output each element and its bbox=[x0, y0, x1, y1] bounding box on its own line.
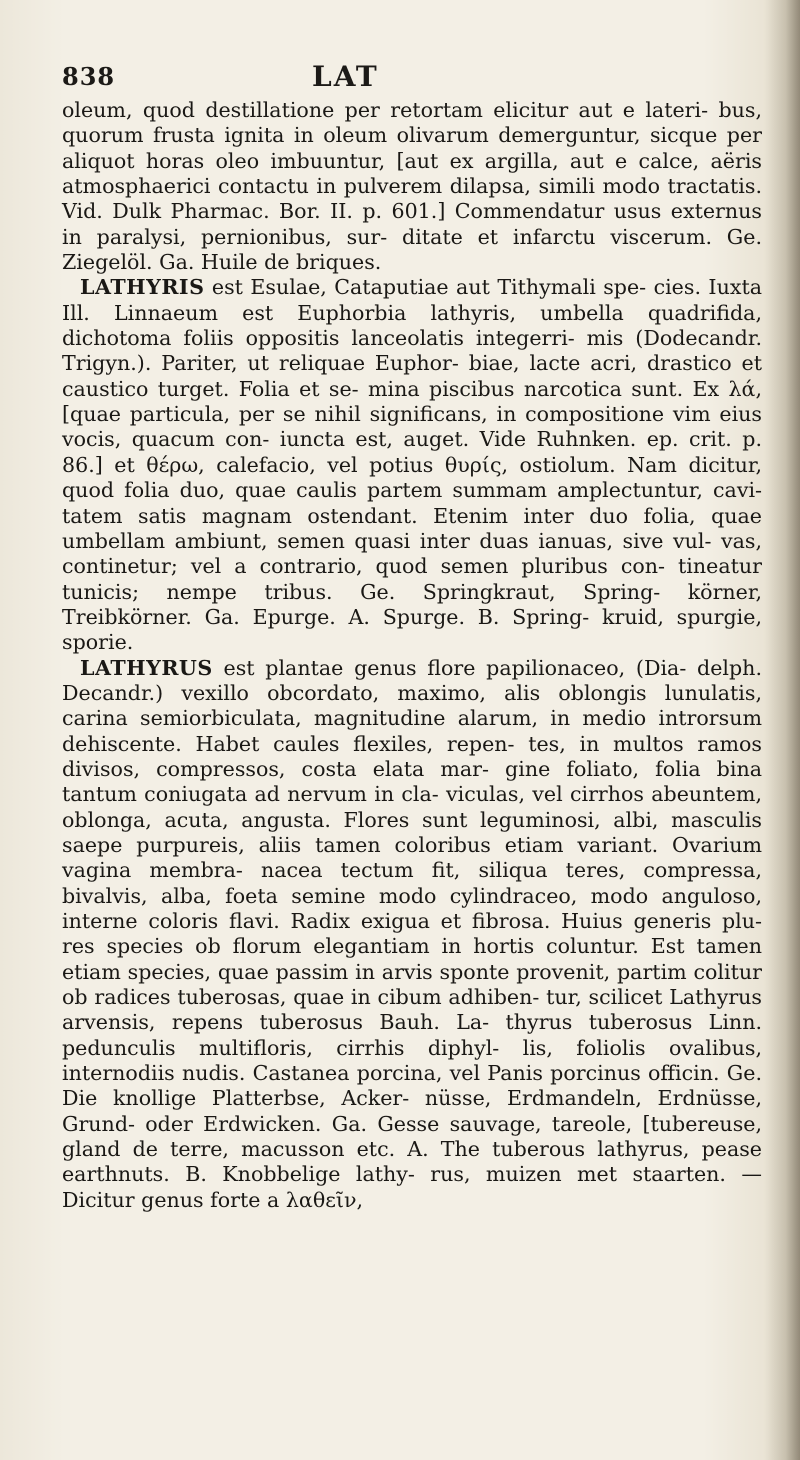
page-edge-shadow bbox=[764, 0, 800, 1460]
entry-lathyris bbox=[62, 275, 762, 655]
entry-text: oleum, quod destillatione per retortam elicitur aut e lateri- bus, quorum frusta ignita in oleum olivarum demerguntur, sicque per aliquot horas oleo imbuuntur, [aut ex argilla, aut e calce, aëris atmosphaerici contactu in pulverem dilapsa, simili modo tractatis. Vid. Dulk Pharmac. Bor. II. p. 601.] Commendatur usus externus in paralysi, pernionibus, sur- ditate et infarctu viscerum. Ge. Ziegelöl. Ga. Huile de briques. bbox=[62, 98, 762, 275]
entry-lathyrus bbox=[62, 656, 762, 1214]
headword: LATHYRIS bbox=[80, 275, 205, 300]
entry-continuation bbox=[62, 98, 762, 275]
page-header bbox=[62, 56, 752, 96]
entry-text: est plantae genus flore papilionaceo, (Dia- delph. Decandr.) vexillo obcordato, maximo, alis oblongis lunulatis, carina semiorbiculata, magnitudine alarum, in medio introrsum dehiscente. Habet caules flexiles, repen- tes, in multos ramos divisos, compressos, costa elata mar- gine foliato, folia bina tantum coniugata ad nervum in cla- viculas, vel cirrhos abeuntem, oblonga, acuta, angusta. Flores sunt leguminosi, albi, masculis saepe purpureis, aliis tamen coloribus etiam variant. Ovarium vagina membra- nacea tectum fit, siliqua teres, compressa, bivalvis, alba, foeta semine modo cylindraceo, modo anguloso, interne coloris flavi. Radix exigua et fibrosa. Huius generis plu- res species ob florum elegantiam in hortis coluntur. Est tamen etiam species, quae passim in arvis sponte provenit, partim colitur ob radices tuberosas, quae in cibum adhiben- tur, scilicet Lathyrus arvensis, repens tuberosus Bauh. La- thyrus tuberosus Linn. pedunculis multifloris, cirrhis diphyl- lis, foliolis ovalibus, internodiis nudis. Castanea porcina, vel Panis porcinus officin. Ge. Die knollige Platterbse, Acker- nüsse, Erdmandeln, Erdnüsse, Grund- oder Erdwicken. Ga. Gesse sauvage, tareole, [tubereuse, gland de terre, macusson etc. A. The tuberous lathyrus, pease earthnuts. B. Knobbelige lathy- rus, muizen met staarten. — Dicitur genus forte a λαθεῖν, bbox=[62, 655, 762, 1212]
dictionary-text bbox=[62, 98, 762, 1213]
running-head: LAT bbox=[312, 60, 379, 93]
page-number: 838 bbox=[62, 62, 116, 91]
headword: LATHYRUS bbox=[80, 655, 213, 680]
entry-text: est Esulae, Cataputiae aut Tithymali spe- cies. Iuxta Ill. Linnaeum est Euphorbia lathyris, umbella quadrifida, dichotoma foliis oppositis lanceolatis integerri- mis (Dodecandr. Trigyn.). Pariter, ut reliquae Euphor- biae, lacte acri, drastico et caustico turget. Folia et se- mina piscibus narcotica sunt. Ex λά, [quae particula, per se nihil significans, in compositione vim eius vocis, quacum con- iuncta est, auget. Vide Ruhnken. ep. crit. p. 86.] et θέρω, calefacio, vel potius θυρίς, ostiolum. Nam dicitur, quod folia duo, quae caulis partem summam amplectuntur, cavi- tatem satis magnam ostendant. Etenim inter duo folia, quae umbellam ambiunt, semen quasi inter duas ianuas, sive vul- vas, continetur; vel a contrario, quod semen pluribus con- tineatur tunicis; nempe tribus. Ge. Springkraut, Spring- körner, Treibkörner. Ga. Epurge. A. Spurge. B. Spring- kruid, spurgie, sporie. bbox=[62, 275, 762, 655]
